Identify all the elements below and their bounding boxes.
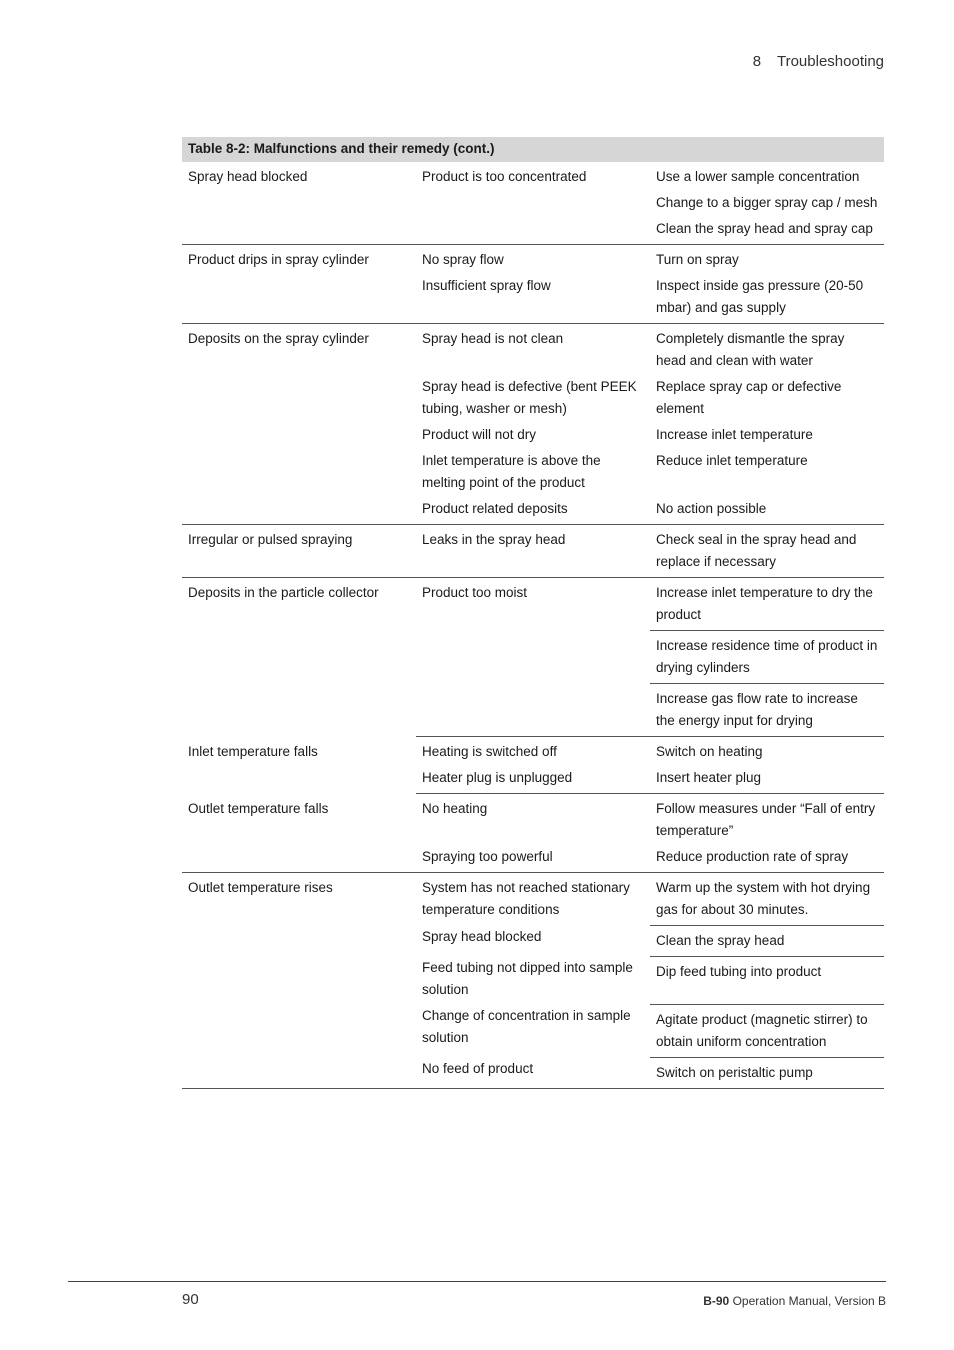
cause-cell	[416, 684, 650, 737]
table-row	[182, 631, 884, 684]
remedy-cell: Completely dismantle the spray head and clean with water	[656, 331, 845, 368]
cause-cell: Change of concentration in sample solution	[422, 1007, 631, 1045]
fault-cell: Deposits on the spray cylinder	[188, 331, 369, 346]
remedy-cell: Replace spray cap or defective element	[656, 379, 842, 416]
fault-cell	[182, 275, 416, 324]
table-row	[182, 873, 884, 926]
remedy-cell: Reduce inlet temperature	[656, 453, 808, 468]
model-name: B-90	[703, 1294, 730, 1308]
remedy-cell: Check seal in the spray head and replace if necessary	[650, 525, 884, 578]
cause-cell: Product too moist	[422, 585, 528, 600]
fault-cell: Deposits in the particle collector	[188, 585, 379, 600]
fault-cell	[182, 767, 416, 794]
malfunctions-table	[182, 137, 884, 1089]
cause-cell: No spray flow	[422, 252, 504, 267]
chapter-title: Troubleshooting	[776, 53, 884, 70]
table-row	[182, 846, 884, 873]
cause-cell: Insufficient spray flow	[416, 275, 650, 324]
table-row	[182, 275, 884, 324]
remedy-cell: No action possible	[650, 498, 884, 525]
remedy-cell: Increase gas flow rate to increase the energy input for drying	[650, 684, 884, 737]
manual-reference	[703, 1294, 886, 1308]
remedy-cell: Follow measures under “Fall of entry temperature”	[656, 801, 876, 838]
fault-cell	[182, 846, 416, 873]
fault-cell: Product drips in spray cylinder	[188, 252, 369, 267]
manual-title: Operation Manual, Version B	[732, 1294, 886, 1308]
cause-cell: Product will not dry	[422, 427, 537, 442]
remedy-cell: Switch on heating	[656, 744, 763, 759]
cause-cell: Spraying too powerful	[416, 846, 650, 873]
page-number: 90	[182, 1291, 199, 1308]
cause-cell	[416, 192, 650, 218]
cause-cell: Product is too concentrated	[422, 169, 587, 184]
table-row	[182, 1005, 884, 1058]
cause-cell: Feed tubing not dipped into sample solution	[422, 959, 633, 997]
cause-cell: Spray head is not clean	[422, 331, 564, 346]
cause-cell: Heater plug is unplugged	[416, 767, 650, 794]
fault-cell	[182, 957, 416, 1005]
fault-cell	[182, 684, 416, 737]
cause-cell: Inlet temperature is above the melting point of the product	[422, 453, 601, 490]
remedy-cell: Dip feed tubing into product	[650, 957, 884, 1005]
table-row	[182, 1058, 884, 1089]
fault-cell: Outlet temperature falls	[188, 800, 329, 816]
table-row	[182, 324, 884, 377]
table-row	[182, 498, 884, 525]
table-row	[182, 794, 884, 847]
table-caption: Table 8-2: Malfunctions and their remedy (cont.)	[182, 137, 884, 162]
table-row	[182, 450, 884, 498]
fault-cell: Irregular or pulsed spraying	[182, 525, 416, 578]
table-row	[182, 926, 884, 957]
table-row	[182, 767, 884, 794]
remedy-cell: Reduce production rate of spray	[650, 846, 884, 873]
cause-cell: Spray head is defective (bent PEEK tubing, washer or mesh)	[422, 379, 637, 416]
table-row	[182, 162, 884, 192]
fault-cell	[182, 424, 416, 450]
footer-divider	[68, 1281, 886, 1282]
remedy-cell: Use a lower sample concentration	[656, 169, 860, 184]
remedy-cell: Insert heater plug	[650, 767, 884, 794]
remedy-cell: Change to a bigger spray cap / mesh	[656, 195, 878, 210]
fault-cell: Inlet temperature falls	[188, 743, 318, 759]
table-row	[182, 957, 884, 1005]
remedy-cell: Increase inlet temperature to dry the product	[650, 578, 884, 631]
fault-cell	[182, 1058, 416, 1089]
fault-cell: Outlet temperature rises	[188, 880, 333, 895]
cause-cell: No feed of product	[416, 1058, 650, 1089]
remedy-cell: Clean the spray head and spray cap	[650, 218, 884, 245]
fault-cell	[182, 631, 416, 684]
remedy-cell: Increase inlet temperature	[656, 427, 813, 442]
cause-cell: Heating is switched off	[422, 744, 557, 759]
chapter-number: 8	[752, 53, 762, 70]
remedy-cell: Clean the spray head	[650, 926, 884, 957]
table-row	[182, 424, 884, 450]
fault-cell	[182, 192, 416, 218]
fault-cell	[182, 218, 416, 245]
remedy-cell: Inspect inside gas pressure (20-50 mbar) and gas supply	[650, 275, 884, 324]
fault-cell	[182, 1005, 416, 1058]
remedy-cell: Agitate product (magnetic stirrer) to obtain uniform concentration	[650, 1005, 884, 1058]
remedy-cell: Warm up the system with hot drying gas for about 30 minutes.	[650, 873, 884, 926]
page-header	[753, 53, 884, 70]
fault-cell	[182, 376, 416, 424]
fault-cell	[182, 450, 416, 498]
table-row	[182, 525, 884, 578]
cause-cell: Product related deposits	[416, 498, 650, 525]
table-row	[182, 218, 884, 245]
cause-cell: System has not reached stationary temperature conditions	[422, 880, 630, 917]
cause-cell: Leaks in the spray head	[416, 525, 650, 578]
remedy-cell: Increase residence time of product in drying cylinders	[650, 631, 884, 684]
fault-cell	[182, 926, 416, 957]
cause-cell	[416, 631, 650, 684]
remedy-cell: Switch on peristaltic pump	[650, 1058, 884, 1089]
table-row	[182, 245, 884, 276]
cause-cell: No heating	[422, 801, 488, 816]
cause-cell: Spray head blocked	[422, 928, 542, 944]
fault-cell: Spray head blocked	[188, 169, 308, 184]
table-row	[182, 578, 884, 631]
table-row	[182, 684, 884, 737]
table-row	[182, 376, 884, 424]
fault-cell	[182, 498, 416, 525]
table-row	[182, 737, 884, 768]
cause-cell	[416, 218, 650, 245]
remedy-cell: Turn on spray	[656, 252, 739, 267]
table-row	[182, 192, 884, 218]
